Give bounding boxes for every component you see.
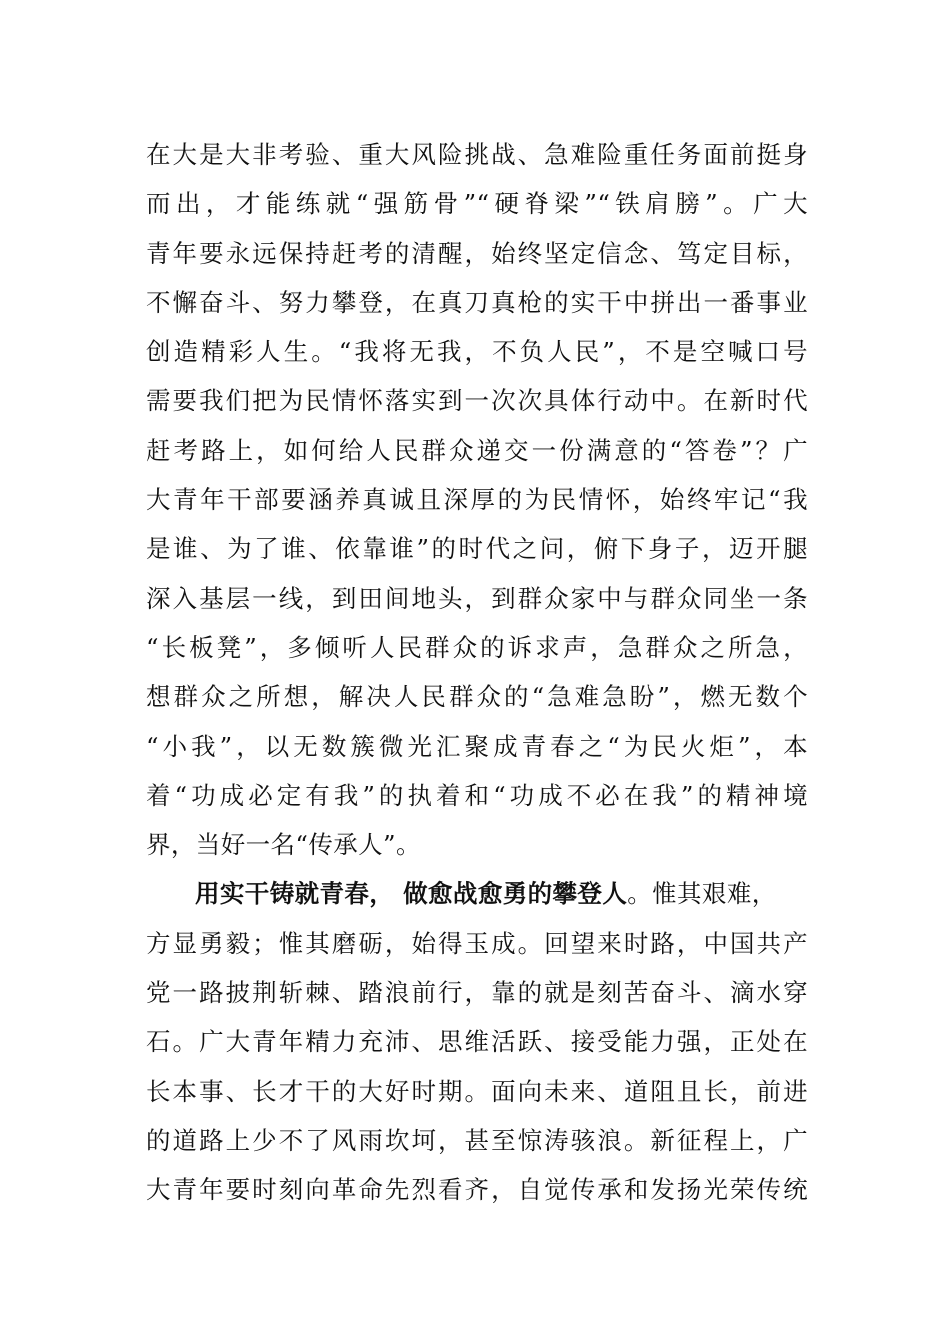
- text-line: 长本事、长才干的大好时期。面向未来、道阻且长，前进: [146, 1076, 808, 1106]
- text-line: 不懈奋斗、努力攀登，在真刀真枪的实干中拼出一番事业: [146, 287, 808, 317]
- text-line: “小我”，以无数簇微光汇聚成青春之“为民火炬”，本: [146, 731, 808, 761]
- text-line: 深入基层一线，到田间地头，到群众家中与群众同坐一条: [146, 583, 808, 613]
- text-line: “长板凳”，多倾听人民群众的诉求声，急群众之所急，: [146, 632, 808, 662]
- text-line: 在大是大非考验、重大风险挑战、急难险重任务面前挺身: [146, 140, 808, 169]
- text-line: 想群众之所想，解决人民群众的“急难急盼”，燃无数个: [146, 682, 808, 712]
- text-line: 是谁、为了谁、依靠谁”的时代之问，俯下身子，迈开腿: [146, 534, 808, 564]
- paragraph-continued: [146, 130, 808, 869]
- text-line: 着“功成必定有我”的执着和“功成不必在我”的精神境: [146, 780, 808, 810]
- paragraph-new: [146, 869, 808, 1214]
- paragraph-first-line: [146, 869, 808, 918]
- paragraph-heading: 用实干铸就青春， 做愈战愈勇的攀登人: [195, 879, 628, 909]
- document-body: [146, 130, 808, 1215]
- text-line: 而出，才能练就“强筋骨”“硬脊梁”“铁肩膀”。广大: [146, 189, 808, 219]
- text-line: 需要我们把为民情怀落实到一次次具体行动中。在新时代: [146, 386, 808, 416]
- text-line: 大青年干部要涵养真诚且深厚的为民情怀，始终牢记“我: [146, 485, 808, 515]
- text-line: 大青年要时刻向革命先烈看齐，自觉传承和发扬光荣传统: [146, 1175, 808, 1205]
- text-line: 石。广大青年精力充沛、思维活跃、接受能力强，正处在: [146, 1027, 808, 1057]
- text-line-last: 界，当好一名“传承人”。: [146, 830, 421, 860]
- first-line-rest: 。惟其艰难，: [627, 879, 777, 909]
- text-line: 创造精彩人生。“我将无我，不负人民”，不是空喊口号: [146, 337, 808, 367]
- text-line: 党一路披荆斩棘、踏浪前行，靠的就是刻苦奋斗、滴水穿: [146, 978, 808, 1008]
- text-line: 方显勇毅；惟其磨砺，始得玉成。回望来时路，中国共产: [146, 928, 808, 958]
- text-line: 青年要永远保持赶考的清醒，始终坚定信念、笃定目标，: [146, 238, 808, 268]
- text-line: 赶考路上，如何给人民群众递交一份满意的“答卷”？广: [146, 435, 808, 465]
- text-line: 的道路上少不了风雨坎坷，甚至惊涛骇浪。新征程上，广: [146, 1125, 808, 1155]
